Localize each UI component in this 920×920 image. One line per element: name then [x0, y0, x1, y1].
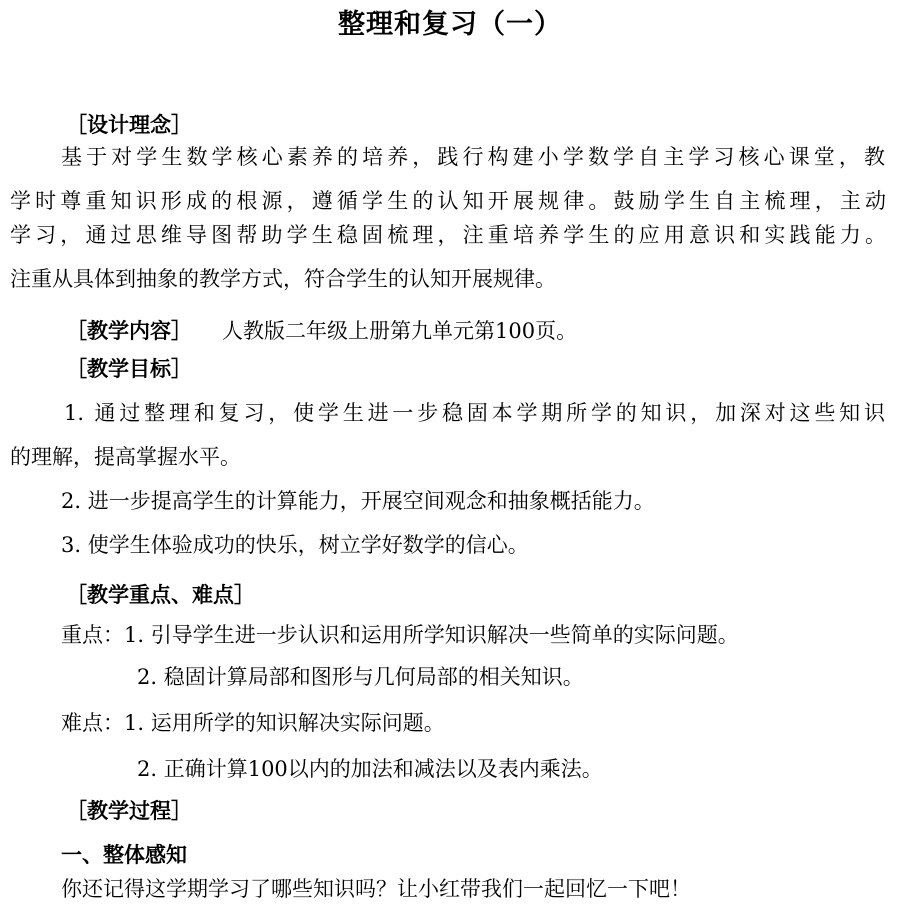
process-section-one-heading: 一、整体感知: [61, 842, 187, 867]
design-concept-line-2: 学时尊重知识形成的根源，遵循学生的认知开展规律。鼓励学生自主梳理，主动: [10, 189, 886, 213]
key-points-heading: ［教学重点、难点］: [66, 582, 255, 607]
content-text: 人教版二年级上册第九单元第100页。: [222, 319, 578, 343]
objectives-line-1: 1. 通过整理和复习，使学生进一步稳固本学期所学的知识，加深对这些知识: [64, 401, 885, 425]
design-concept-line-3: 学习，通过思维导图帮助学生稳固梳理，注重培养学生的应用意识和实践能力。: [10, 223, 886, 247]
document-title: 整理和复习（一）: [338, 9, 562, 40]
process-section-one-text: 你还记得这学期学习了哪些知识吗？让小红带我们一起回忆一下吧！: [61, 877, 691, 901]
key-point-line-2: 2. 稳固计算局部和图形与几何局部的相关知识。: [137, 665, 584, 689]
objectives-line-4: 3. 使学生体验成功的快乐，树立学好数学的信心。: [61, 533, 529, 557]
design-concept-heading: ［设计理念］: [66, 112, 192, 137]
design-concept-line-1: 基于对学生数学核心素养的培养，践行构建小学数学自主学习核心课堂，教: [61, 145, 885, 169]
difficult-point-line-1: 难点：1. 运用所学的知识解决实际问题。: [61, 711, 445, 735]
objectives-heading: ［教学目标］: [66, 356, 192, 381]
process-heading: ［教学过程］: [66, 798, 192, 823]
design-concept-line-4: 注重从具体到抽象的教学方式，符合学生的认知开展规律。: [10, 267, 556, 291]
difficult-point-line-2: 2. 正确计算100以内的加法和减法以及表内乘法。: [137, 757, 603, 781]
content-heading: ［教学内容］: [66, 318, 192, 343]
key-point-line-1: 重点：1. 引导学生进一步认识和运用所学知识解决一些简单的实际问题。: [61, 623, 739, 647]
objectives-line-2: 的理解，提高掌握水平。: [10, 445, 241, 469]
objectives-line-3: 2. 进一步提高学生的计算能力，开展空间观念和抽象概括能力。: [61, 489, 655, 513]
